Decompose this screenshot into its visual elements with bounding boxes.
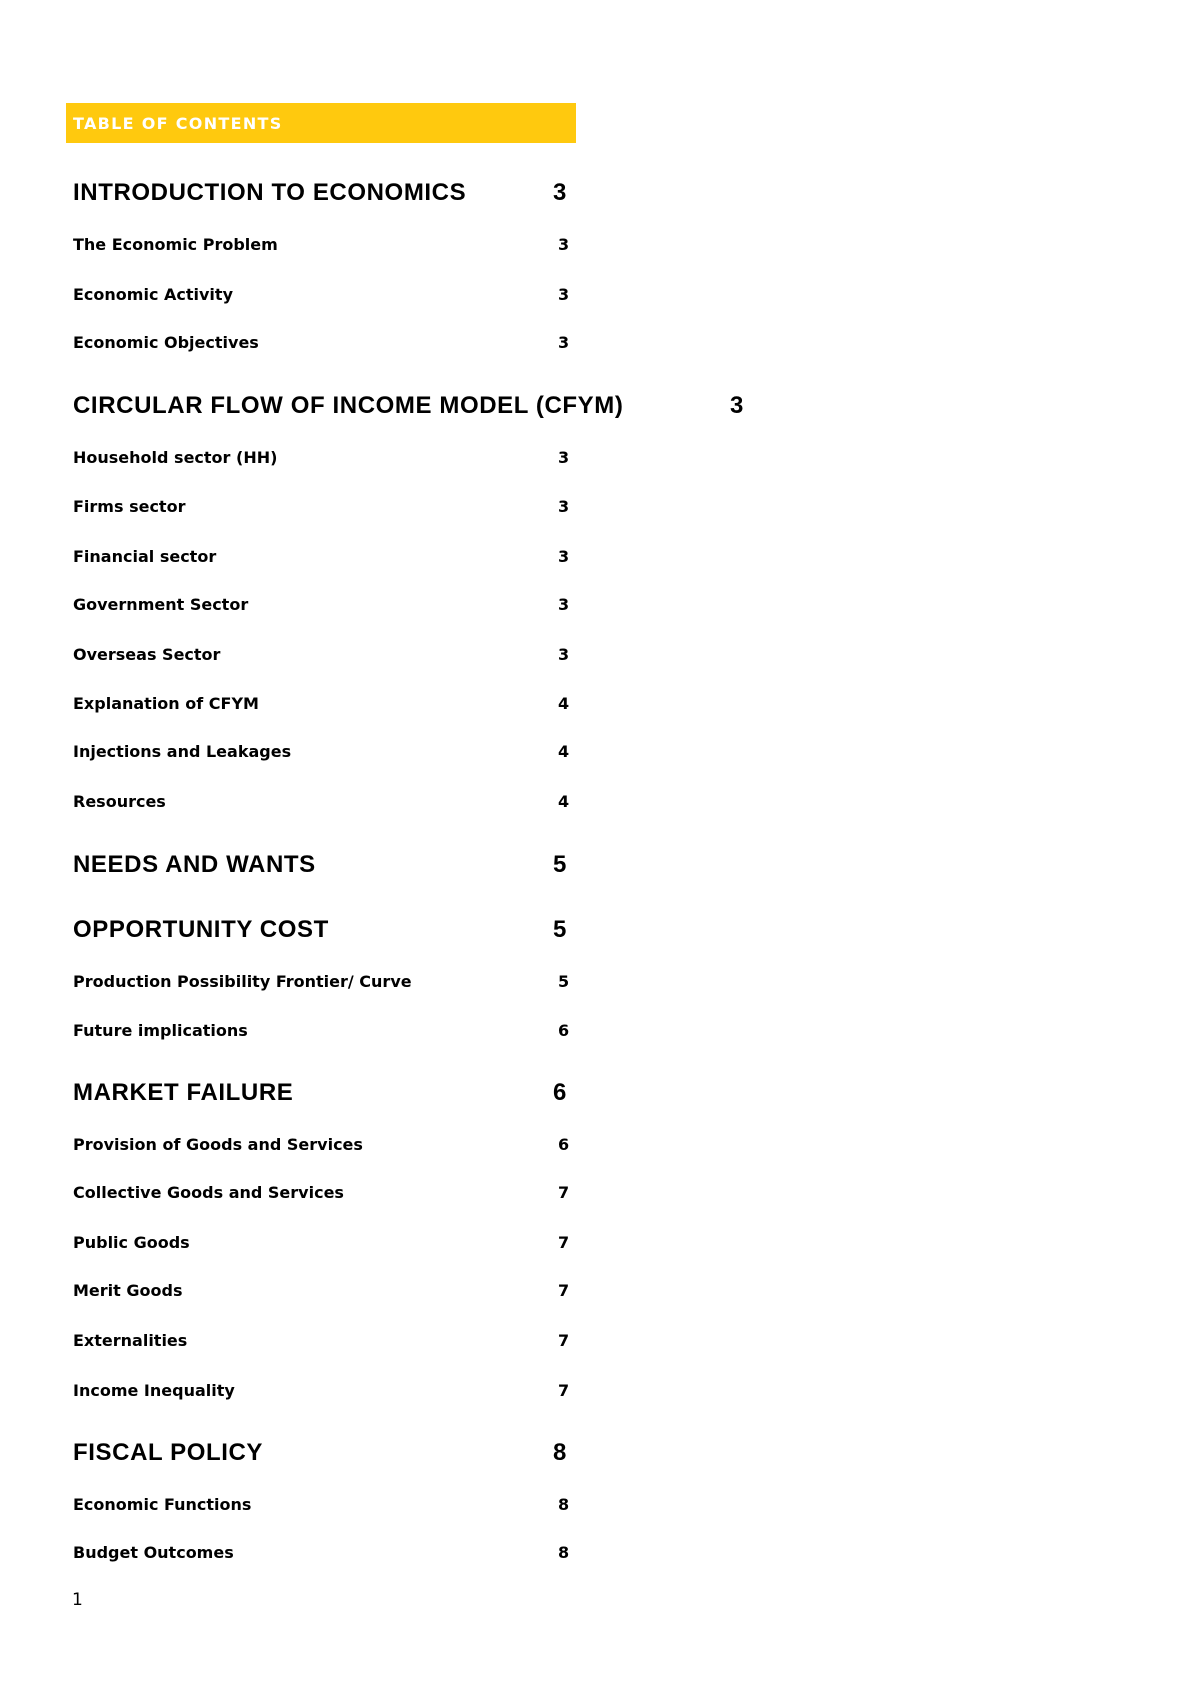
toc-subentry[interactable] [73,1543,570,1562]
toc-subentry[interactable] [73,742,570,761]
toc-subentry-page: 7 [558,1233,570,1252]
toc-subentry-title: Economic Functions [73,1495,252,1514]
toc-subentry[interactable] [73,1331,570,1350]
toc-heading-page: 3 [730,392,744,419]
toc-subentry-page: 6 [558,1135,570,1154]
toc-subentry-title: Government Sector [73,595,249,614]
toc-subentry-page: 8 [558,1495,570,1514]
toc-subentry-title: Budget Outcomes [73,1543,234,1562]
toc-subentry-title: Production Possibility Frontier/ Curve [73,972,412,991]
toc-subentry-page: 3 [558,645,570,664]
toc-subentry-title: Externalities [73,1331,188,1350]
toc-subentry[interactable] [73,595,570,614]
toc-subentry-title: Economic Activity [73,285,233,304]
toc-subentry-page: 4 [558,792,570,811]
toc-subentry-title: Merit Goods [73,1281,183,1300]
toc-subentry[interactable] [73,645,570,664]
toc-heading[interactable] [73,1079,567,1106]
toc-subentry[interactable] [73,792,570,811]
toc-subentry-page: 3 [558,448,570,467]
footer-page-number: 1 [72,1590,83,1610]
toc-subentry[interactable] [73,547,570,566]
toc-subentry-title: Explanation of CFYM [73,694,259,713]
toc-subentry[interactable] [73,1233,570,1252]
toc-subentry[interactable] [73,285,570,304]
toc-subentry-title: Economic Objectives [73,333,259,352]
toc-subentry[interactable] [73,448,570,467]
toc-subentry-title: The Economic Problem [73,235,278,254]
toc-subentry-title: Income Inequality [73,1381,235,1400]
toc-subentry-title: Provision of Goods and Services [73,1135,363,1154]
toc-subentry[interactable] [73,1495,570,1514]
toc-subentry-page: 4 [558,694,570,713]
toc-subentry-title: Resources [73,792,166,811]
toc-subentry-page: 3 [558,333,570,352]
toc-heading-page: 8 [553,1439,567,1466]
toc-subentry[interactable] [73,333,570,352]
toc-subentry-page: 3 [558,497,570,516]
toc-subentry-page: 5 [558,972,570,991]
toc-subentry-title: Future implications [73,1021,248,1040]
toc-subentry-page: 7 [558,1281,570,1300]
toc-heading-title: CIRCULAR FLOW OF INCOME MODEL (CFYM) [73,392,624,419]
toc-header-banner [66,103,576,143]
toc-subentry[interactable] [73,1381,570,1400]
toc-subentry-page: 3 [558,285,570,304]
toc-header-title: TABLE OF CONTENTS [73,113,283,133]
toc-heading-title: INTRODUCTION TO ECONOMICS [73,179,467,206]
toc-subentry-title: Household sector (HH) [73,448,278,467]
toc-subentry-page: 7 [558,1183,570,1202]
toc-subentry[interactable] [73,1183,570,1202]
toc-heading-title: NEEDS AND WANTS [73,851,316,878]
toc-subentry-title: Public Goods [73,1233,190,1252]
toc-subentry-page: 3 [558,547,570,566]
toc-subentry[interactable] [73,235,570,254]
toc-subentry[interactable] [73,1281,570,1300]
toc-heading-page: 5 [553,916,567,943]
toc-heading-title: MARKET FAILURE [73,1079,294,1106]
toc-subentry-title: Firms sector [73,497,186,516]
toc-subentry-page: 7 [558,1331,570,1350]
toc-heading-title: OPPORTUNITY COST [73,916,329,943]
toc-heading[interactable] [73,392,744,419]
toc-subentry-title: Injections and Leakages [73,742,292,761]
toc-heading[interactable] [73,851,567,878]
toc-subentry[interactable] [73,694,570,713]
toc-heading-page: 3 [553,179,567,206]
toc-heading-title: FISCAL POLICY [73,1439,264,1466]
toc-subentry-title: Financial sector [73,547,217,566]
toc-subentry-page: 8 [558,1543,570,1562]
toc-heading[interactable] [73,179,567,206]
toc-heading-page: 6 [553,1079,567,1106]
toc-subentry-title: Overseas Sector [73,645,221,664]
toc-subentry-title: Collective Goods and Services [73,1183,344,1202]
toc-subentry-page: 3 [558,595,570,614]
toc-heading[interactable] [73,1439,567,1466]
toc-subentry[interactable] [73,972,570,991]
toc-subentry[interactable] [73,1021,570,1040]
toc-heading-page: 5 [553,851,567,878]
toc-subentry-page: 7 [558,1381,570,1400]
toc-subentry[interactable] [73,1135,570,1154]
toc-subentry-page: 3 [558,235,570,254]
toc-subentry[interactable] [73,497,570,516]
toc-heading[interactable] [73,916,567,943]
toc-subentry-page: 6 [558,1021,570,1040]
toc-subentry-page: 4 [558,742,570,761]
